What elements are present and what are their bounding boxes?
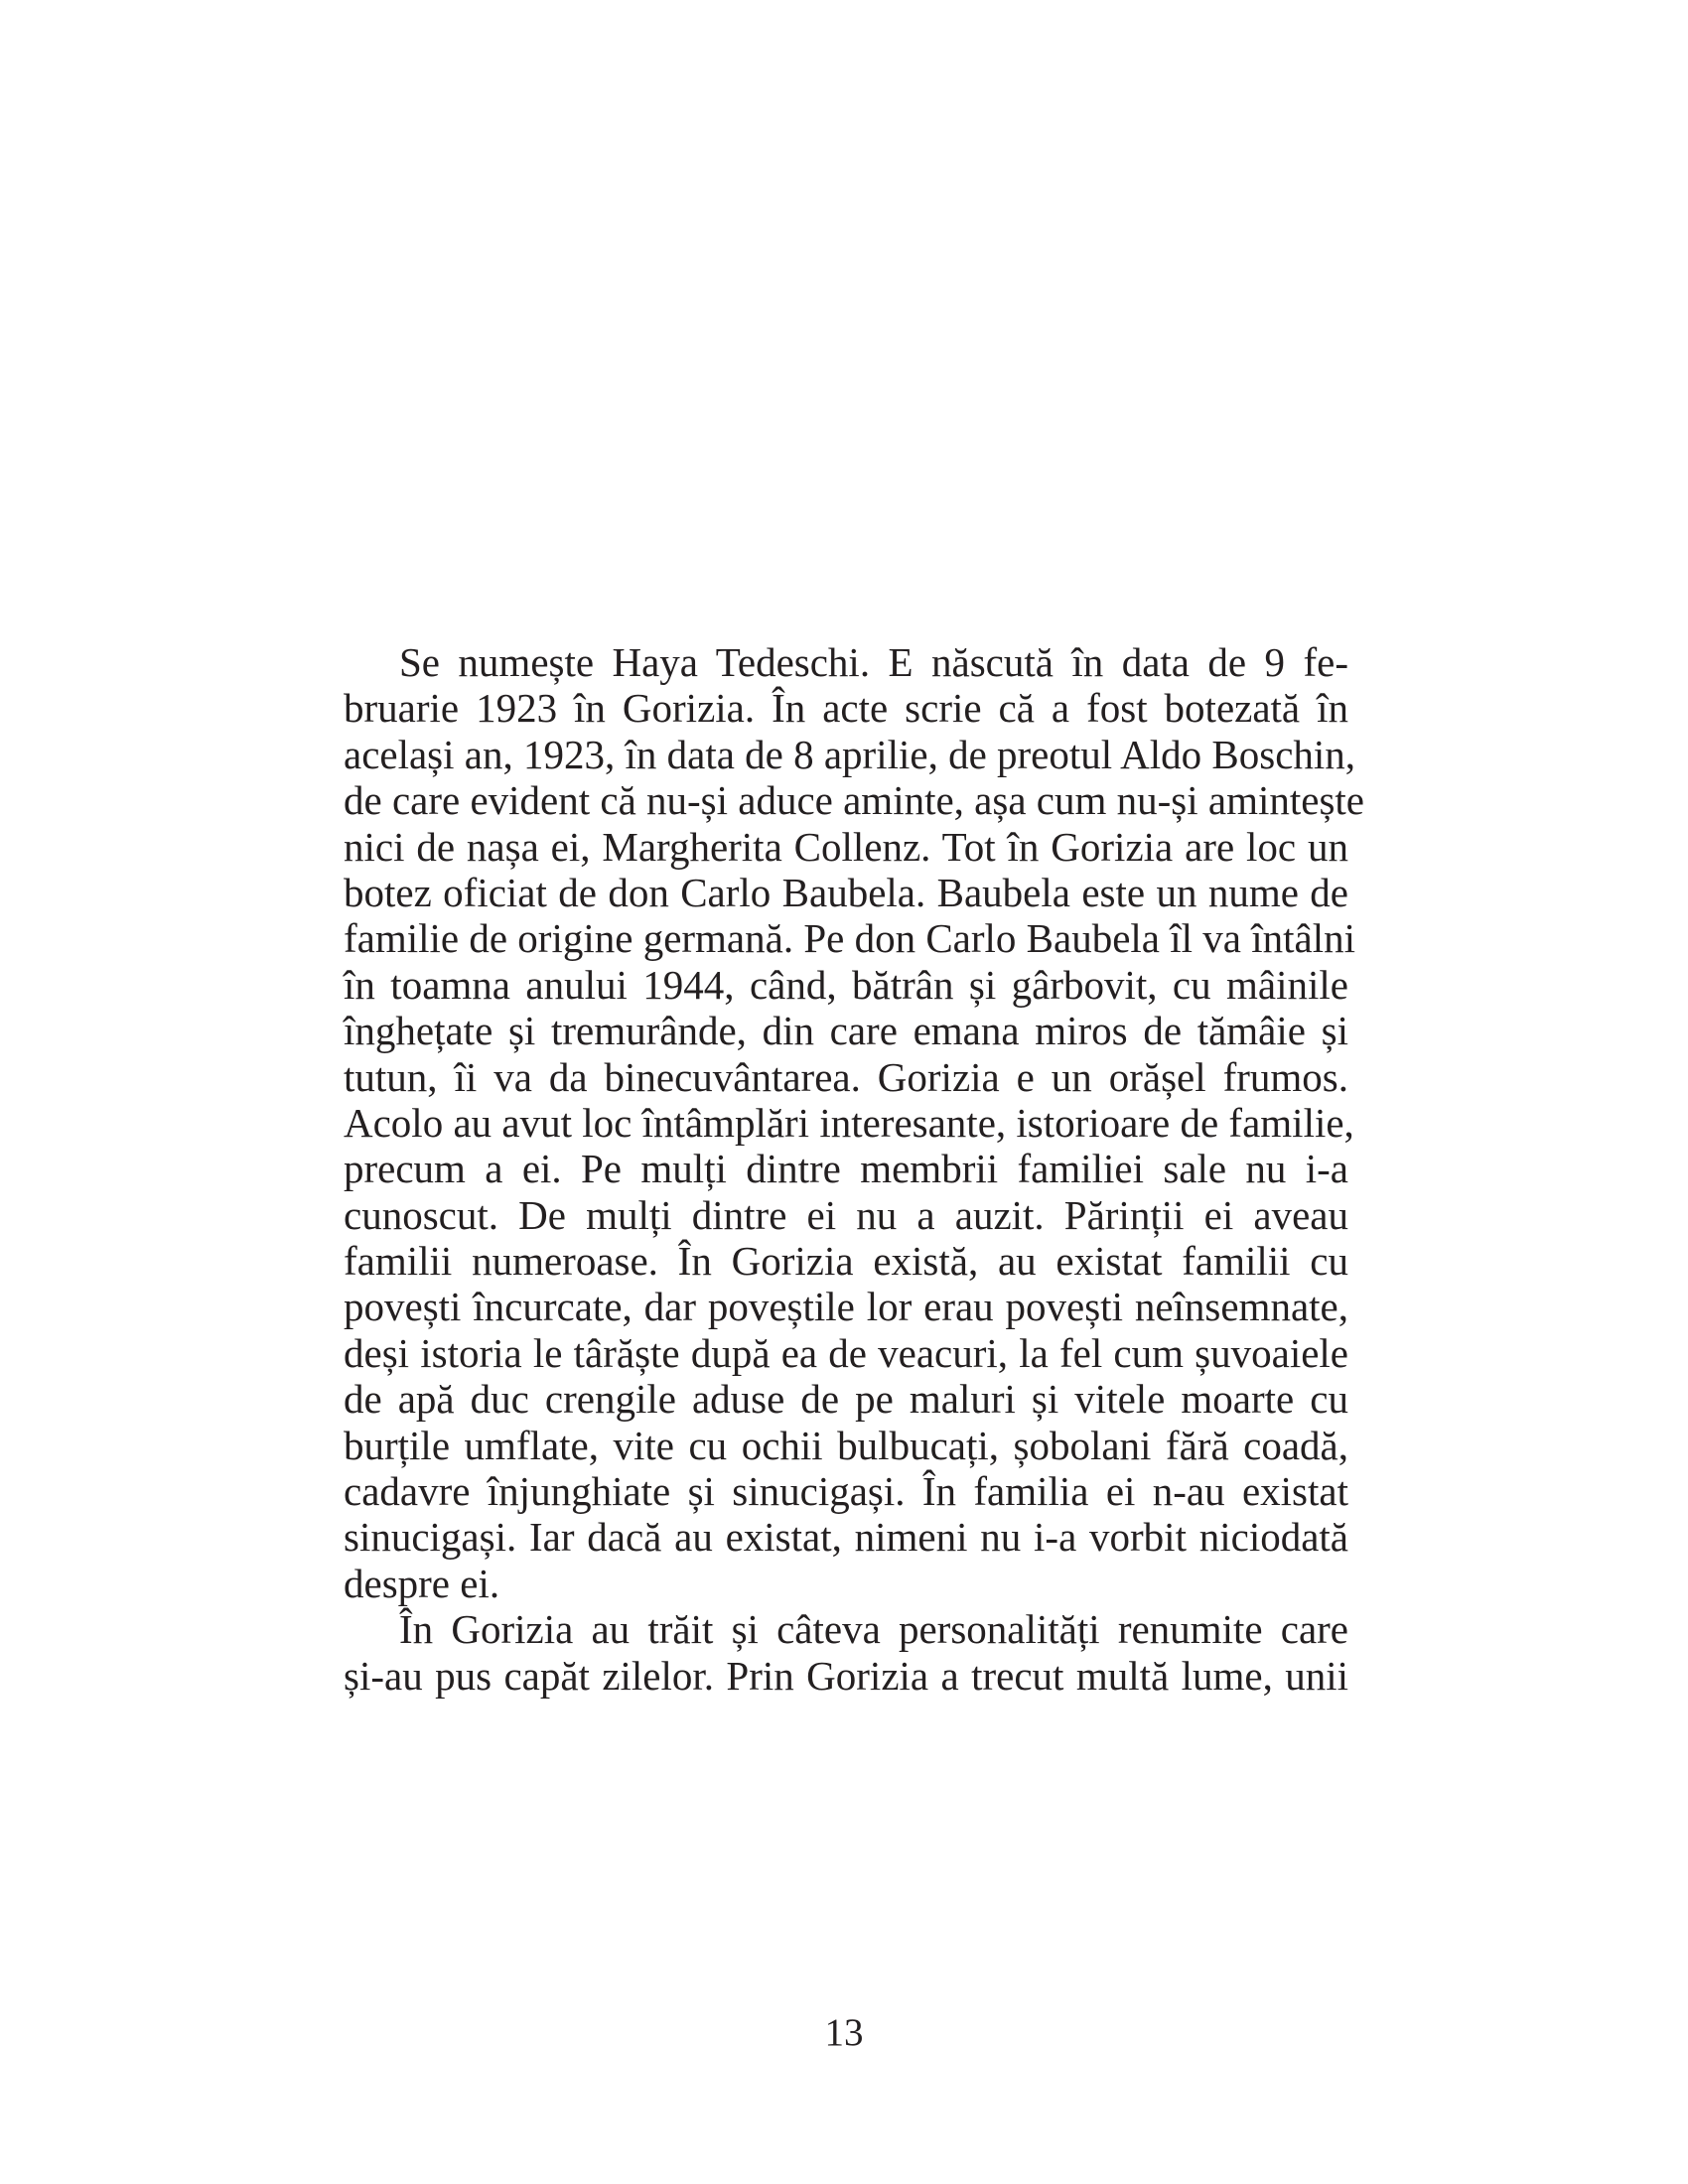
text-line: și-au pus capăt zilelor. Prin Gorizia a trecut multă lume, unii [344,1652,1348,1699]
text-line: Acolo au avut loc întâmplări interesante, istorioare de familie, [344,1099,1354,1146]
text-line: în toamna anului 1944, când, bătrân și gârbovit, cu mâinile [344,961,1348,1008]
text-line: botez oficiat de don Carlo Baubela. Baubela este un nume de [344,869,1348,915]
text-line: cadavre înjunghiate și sinucigași. În familia ei n-au existat [344,1468,1348,1515]
text-line: înghețate și tremurânde, din care emana miros de tămâie și [344,1008,1348,1054]
text-line: burțile umflate, vite cu ochii bulbucați, șobolani fără coadă, [344,1422,1348,1468]
text-line: familii numeroase. În Gorizia există, au existat familii cu [344,1238,1348,1285]
text-line: tutun, îi va da binecuvântarea. Gorizia e un orășel frumos. [344,1053,1348,1100]
text-line: cunoscut. De mulți dintre ei nu a auzit. Părinții ei aveau [344,1191,1348,1238]
text-line: nici de nașa ei, Margherita Collenz. Tot în Gorizia are loc un [344,823,1348,870]
text-line: de apă duc crengile aduse de pe maluri și vitele moarte cu [344,1376,1348,1423]
text-line: În Gorizia au trăit și câteva personalități renumite care [399,1606,1348,1653]
text-line: deși istoria le târăște după ea de veacuri, la fel cum șuvoaiele [344,1329,1348,1376]
text-line: Se numește Haya Tedeschi. E născută în data de 9 fe- [399,639,1348,685]
text-line: de care evident că nu-și aduce aminte, așa cum nu-și amintește [344,777,1364,824]
page-number: 13 [824,2011,864,2054]
text-line: același an, 1923, în data de 8 aprilie, de preotul Aldo Boschin, [344,731,1356,777]
text-line: familie de origine germană. Pe don Carlo Baubela îl va întâlni [344,915,1355,962]
text-line: povești încurcate, dar poveștile lor erau povești neînsemnate, [344,1284,1348,1330]
text-line: bruarie 1923 în Gorizia. În acte scrie că a fost botezată în [344,685,1348,732]
text-line: despre ei. [344,1560,500,1606]
text-line: precum a ei. Pe mulți dintre membrii familiei sale nu i-a [344,1146,1348,1192]
body-text [344,639,1364,1699]
text-line: sinucigași. Iar dacă au existat, nimeni nu i-a vorbit niciodată [344,1514,1348,1561]
